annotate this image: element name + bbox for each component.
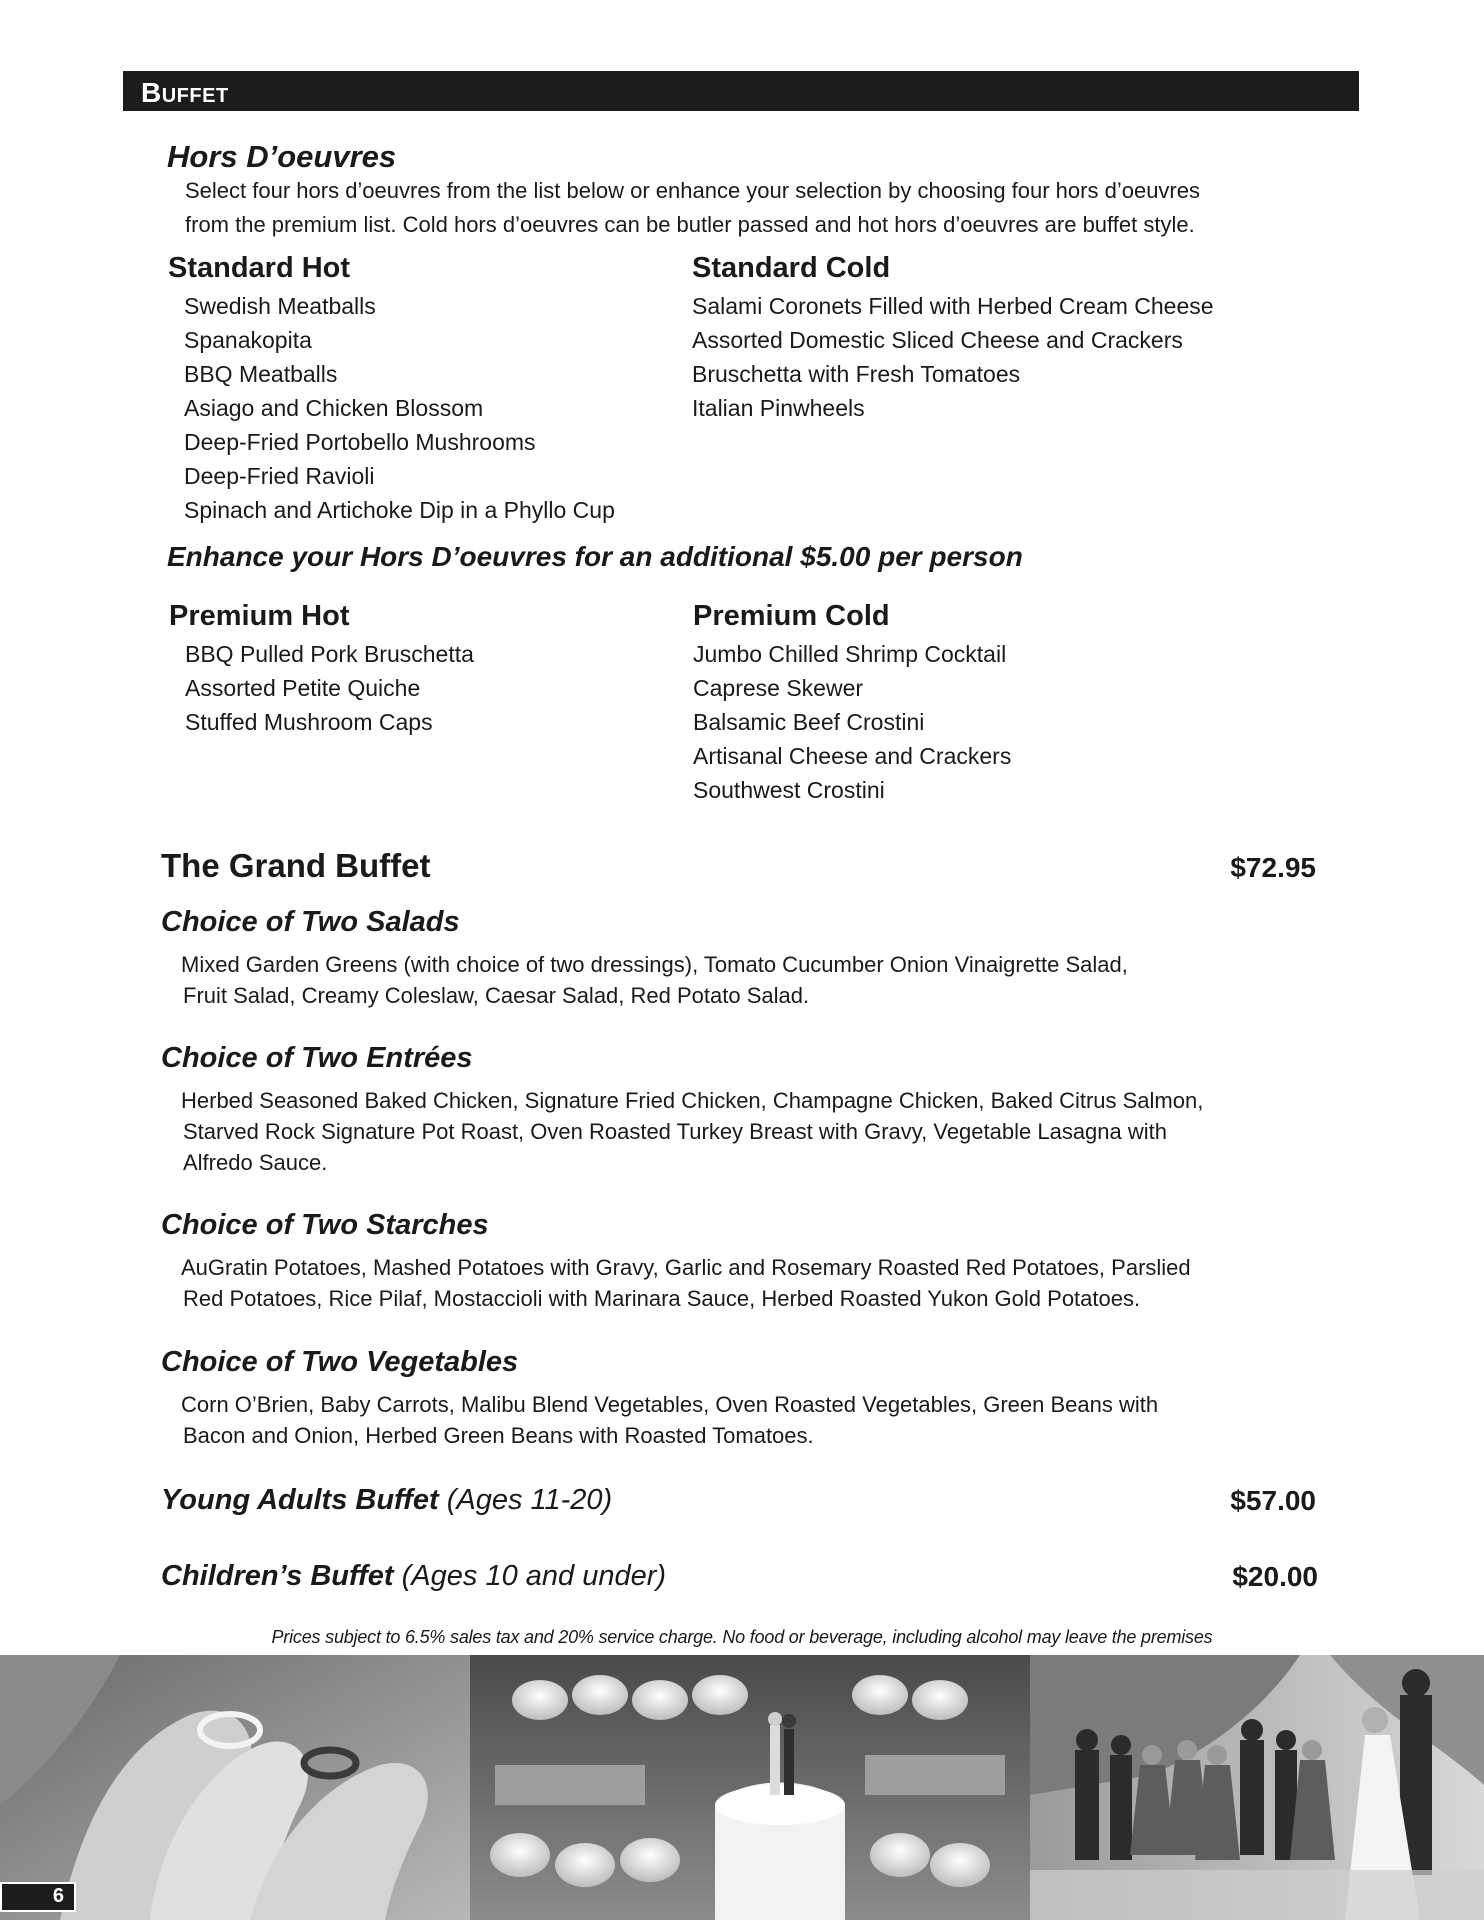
starches-title: Choice of Two Starches [161,1209,489,1241]
grand-buffet-title: The Grand Buffet [161,847,431,884]
children-ages: (Ages 10 and under) [401,1560,667,1592]
entrees-title: Choice of Two Entrées [161,1042,473,1074]
list-item: Salami Coronets Filled with Herbed Cream Cheese [692,293,1214,319]
entrees-line-3: Alfredo Sauce. [183,1150,328,1175]
list-item: Caprese Skewer [693,675,864,701]
starches-line-1: AuGratin Potatoes, Mashed Potatoes with Gravy, Garlic and Rosemary Roasted Red Potatoes, Parslied [181,1255,1191,1280]
list-item: Swedish Meatballs [184,293,376,319]
children-price: $20.00 [1232,1561,1318,1592]
wedding-party-photo [1030,1655,1484,1920]
standard-hot-title: Standard Hot [168,252,351,284]
page-number: 6 [52,1885,64,1907]
list-item: Southwest Crostini [693,777,885,803]
salads-line-2: Fruit Salad, Creamy Coleslaw, Caesar Salad, Red Potato Salad. [183,983,810,1008]
list-item: Asiago and Chicken Blossom [184,395,484,421]
list-item: Stuffed Mushroom Caps [185,709,433,735]
list-item: Deep-Fried Ravioli [184,463,375,489]
vegetables-line-1: Corn O’Brien, Baby Carrots, Malibu Blend Vegetables, Oven Roasted Vegetables, Green Beans with [181,1392,1159,1417]
young-adults-ages: (Ages 11-20) [446,1484,613,1516]
section-banner [123,71,1359,111]
young-adults-price: $57.00 [1230,1485,1316,1516]
premium-cold-list [693,637,1011,807]
photo-collage [0,1655,1484,1920]
page-number-badge [0,1882,76,1912]
rings-photo [0,1655,490,1920]
premium-hot-list [185,637,474,739]
standard-cold-list [692,289,1214,425]
list-item: Spinach and Artichoke Dip in a Phyllo Cup [184,497,615,523]
vegetables-title: Choice of Two Vegetables [161,1346,519,1378]
list-item: Jumbo Chilled Shrimp Cocktail [693,641,1007,667]
list-item: Artisanal Cheese and Crackers [693,743,1012,769]
entrees-line-2: Starved Rock Signature Pot Roast, Oven Roasted Turkey Breast with Gravy, Vegetable Lasagna with [183,1119,1167,1144]
list-item: Assorted Petite Quiche [185,675,421,701]
premium-hot-title: Premium Hot [169,600,350,632]
section-title: Buffet [141,77,229,108]
hors-intro-line-2: from the premium list. Cold hors d’oeuvres can be butler passed and hot hors d’oeuvres are buffet style. [185,212,1195,237]
list-item: Balsamic Beef Crostini [693,709,925,735]
list-item: Spanakopita [184,327,312,353]
vegetables-line-2: Bacon and Onion, Herbed Green Beans with Roasted Tomatoes. [183,1423,814,1448]
cupcakes-photo [470,1655,1030,1920]
young-adults-row [161,1484,612,1517]
list-item: Italian Pinwheels [692,395,865,421]
premium-cold-title: Premium Cold [693,600,890,632]
young-adults-title: Young Adults Buffet [161,1484,439,1516]
list-item: BBQ Meatballs [184,361,338,387]
list-item: BBQ Pulled Pork Bruschetta [185,641,474,667]
standard-cold-title: Standard Cold [692,252,891,284]
list-item: Assorted Domestic Sliced Cheese and Crackers [692,327,1183,353]
footnote: Prices subject to 6.5% sales tax and 20% service charge. No food or beverage, including alcohol may leave the premises [271,1627,1213,1647]
enhance-heading: Enhance your Hors D’oeuvres for an additional $5.00 per person [167,541,1023,572]
starches-line-2: Red Potatoes, Rice Pilaf, Mostaccioli with Marinara Sauce, Herbed Roasted Yukon Gold Potatoes. [183,1286,1141,1311]
children-title: Children’s Buffet [161,1560,394,1592]
grand-buffet-price: $72.95 [1230,852,1316,883]
list-item: Deep-Fried Portobello Mushrooms [184,429,536,455]
salads-title: Choice of Two Salads [161,906,460,938]
entrees-line-1: Herbed Seasoned Baked Chicken, Signature Fried Chicken, Champagne Chicken, Baked Citrus Salmon, [181,1088,1204,1113]
list-item: Bruschetta with Fresh Tomatoes [692,361,1021,387]
standard-hot-list [184,289,615,527]
hors-title: Hors D’oeuvres [167,139,397,174]
children-row [161,1560,666,1593]
hors-intro-line-1: Select four hors d’oeuvres from the list below or enhance your selection by choosing four hors d’oeuvres [185,178,1200,203]
salads-line-1: Mixed Garden Greens (with choice of two dressings), Tomato Cucumber Onion Vinaigrette Salad, [181,952,1128,977]
